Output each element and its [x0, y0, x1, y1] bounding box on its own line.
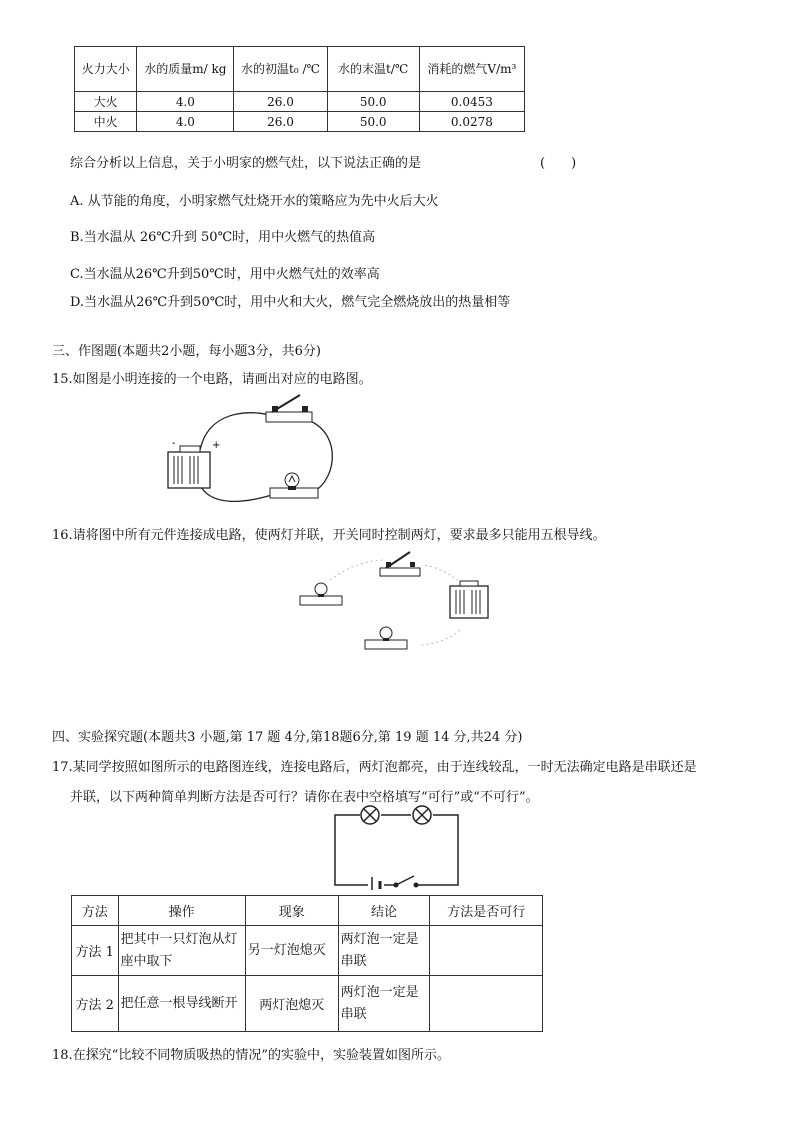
table-header-cell: 方法	[72, 896, 119, 926]
battery-icon	[450, 581, 488, 618]
table-cell: 两灯泡一定是串联	[338, 926, 430, 976]
battery-icon	[168, 446, 210, 488]
table-cell: 0.0453	[419, 92, 524, 112]
table-row	[72, 926, 543, 976]
table-cell: 方法 2	[72, 976, 119, 1032]
table-row	[75, 112, 525, 132]
switch-symbol-icon	[394, 876, 418, 887]
table-row	[72, 976, 543, 1032]
option-a: A. 从节能的角度，小明家燃气灶烧开水的策略应为先中火后大火	[70, 194, 439, 209]
switch-icon	[380, 552, 420, 576]
table-cell: 0.0278	[419, 112, 524, 132]
battery-plus-label: +	[212, 440, 221, 451]
answer-cell[interactable]	[430, 926, 543, 976]
table-header-cell: 现象	[245, 896, 338, 926]
table-cell: 50.0	[327, 112, 419, 132]
gas-stove-data-table	[74, 46, 525, 132]
question-16: 16.请将图中所有元件连接成电路，使两灯并联，开关同时控制两灯，要求最多只能用五根导线。	[52, 528, 606, 543]
table-cell: 两灯泡一定是串联	[338, 976, 430, 1032]
table-cell: 把任意一根导线断开	[118, 976, 245, 1032]
table-header-cell: 水的质量m/ kg	[137, 47, 234, 92]
table-cell: 大火	[75, 92, 137, 112]
q16-components-figure	[290, 540, 520, 660]
table-row	[75, 92, 525, 112]
table-cell: 4.0	[137, 112, 234, 132]
table-header-row	[75, 47, 525, 92]
question-18: 18.在探究“比较不同物质吸热的情况”的实验中，实验装置如图所示。	[52, 1048, 450, 1063]
answer-parenthesis: ( )	[540, 156, 577, 171]
question-17-line-2: 并联，以下两种简单判断方法是否可行？请你在表中空格填写“可行”或“不可行”。	[70, 790, 539, 805]
lamp-symbol-icon	[413, 806, 431, 824]
table-header-cell: 水的初温t₀ /℃	[234, 47, 327, 92]
table-cell: 两灯泡熄灭	[245, 976, 338, 1032]
table-cell: 4.0	[137, 92, 234, 112]
switch-icon	[266, 395, 312, 422]
table-header-cell: 消耗的燃气V/m³	[419, 47, 524, 92]
table-header-row	[72, 896, 543, 926]
table-header-cell: 操作	[118, 896, 245, 926]
section-3-heading: 三、作图题(本题共2小题，每小题3分，共6分)	[52, 344, 321, 359]
table-header-cell: 水的末温t/℃	[327, 47, 419, 92]
answer-cell[interactable]	[430, 976, 543, 1032]
table-cell: 另一灯泡熄灭	[245, 926, 338, 976]
table-cell: 中火	[75, 112, 137, 132]
bulb-icon	[300, 583, 342, 605]
method-evaluation-table	[71, 895, 543, 1032]
table-cell: 方法 1	[72, 926, 119, 976]
question-15: 15.如图是小明连接的一个电路，请画出对应的电路图。	[52, 372, 372, 387]
table-header-cell: 方法是否可行	[430, 896, 543, 926]
bulb-icon	[365, 627, 407, 649]
table-cell: 26.0	[234, 92, 327, 112]
section-4-heading: 四、实验探究题(本题共3 小题,第 17 题 4分,第18题6分,第 19 题 14 分,共24 分)	[52, 730, 523, 745]
question-17-line-1: 17.某同学按照如图所示的电路图连线，连接电路后，两灯泡都亮，由于连线较乱，一时无法确定电路是串联还是	[52, 760, 697, 775]
option-b: B.当水温从 26℃升到 50℃时，用中火燃气的热值高	[70, 230, 376, 245]
q17-circuit-diagram	[330, 805, 465, 890]
option-c: C.当水温从26℃升到50℃时，用中火燃气灶的效率高	[70, 267, 380, 282]
table-cell: 50.0	[327, 92, 419, 112]
lamp-symbol-icon	[361, 806, 379, 824]
table-cell: 把其中一只灯泡从灯座中取下	[118, 926, 245, 976]
option-d: D.当水温从26℃升到50℃时，用中火和大火，燃气完全燃烧放出的热量相等	[70, 295, 511, 310]
battery-minus-label: -	[172, 438, 176, 449]
table-cell: 26.0	[234, 112, 327, 132]
question-14-stem: 综合分析以上信息，关于小明家的燃气灶，以下说法正确的是	[70, 156, 422, 171]
table-header-cell: 火力大小	[75, 47, 137, 92]
battery-symbol-icon	[372, 877, 380, 890]
bulb-icon	[270, 473, 318, 498]
table-header-cell: 结论	[338, 896, 430, 926]
q15-circuit-figure	[160, 390, 340, 515]
